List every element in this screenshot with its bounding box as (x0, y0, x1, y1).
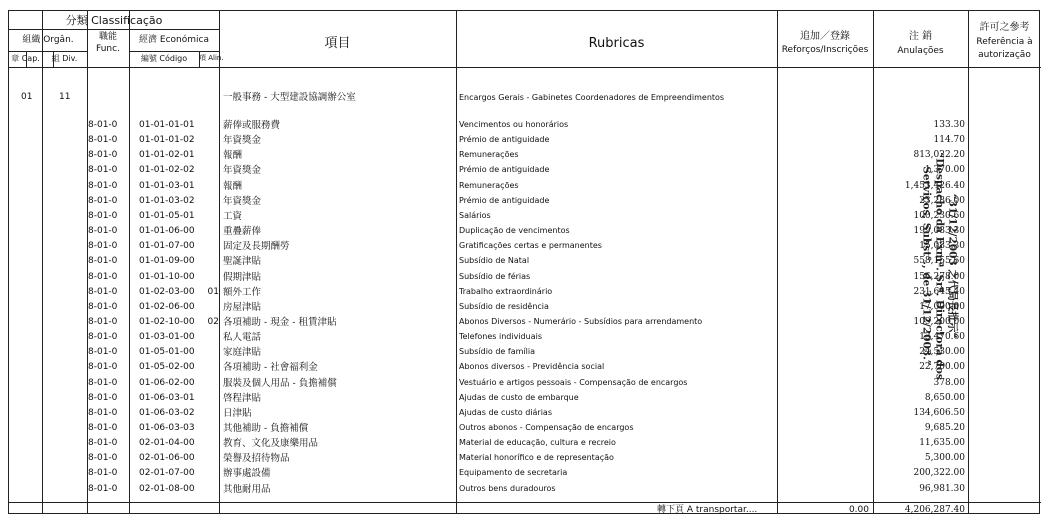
item-cell: 其他耐用品 (223, 483, 271, 495)
item-cell: 房屋津貼 (223, 301, 262, 313)
group-rubrica: Encargos Gerais - Gabinetes Coordenadores de Empreendimentos (459, 93, 725, 102)
code-cell: 01-01-03-02 (139, 195, 195, 206)
codigo-header: 編號 Código (140, 54, 188, 63)
anulacao-cell: 11,635.00 (919, 438, 965, 449)
rubrica-cell: Subsídio de residência (459, 301, 549, 311)
rubrica-cell: Duplicação de vencimentos (459, 226, 570, 236)
anulacao-cell: 378.00 (933, 377, 965, 388)
func-cell: 8-01-0 (88, 332, 118, 343)
item-cell: 各項補助 - 社會福利金 (223, 362, 318, 374)
func-cell: 8-01-0 (88, 241, 118, 252)
func-cell: 8-01-0 (88, 407, 118, 418)
anulacao-cell: 199,083.30 (913, 226, 965, 237)
anulacao-cell: 24,530.00 (919, 347, 965, 358)
anulacao-cell: 9,685.20 (924, 423, 965, 433)
item-cell: 年資獎金 (223, 195, 262, 207)
item-cell: 年資獎金 (223, 135, 262, 147)
rubrica-cell: Remunerações (459, 180, 519, 190)
func-cell: 8-01-0 (88, 210, 118, 221)
func-cell: 8-01-0 (88, 423, 118, 433)
code-cell: 02-01-04-00 (139, 438, 195, 449)
item-cell: 各項補助 - 現金 - 租賃津貼 (223, 316, 337, 328)
item-cell: 辦事處設備 (223, 468, 271, 480)
reforcos-header-zh: 追加／登錄 (800, 31, 850, 42)
item-cell: 固定及長期酬勞 (223, 241, 290, 253)
code-cell: 01-01-05-01 (139, 210, 195, 221)
code-cell: 01-06-03-01 (139, 392, 195, 403)
anulacao-cell: 1,370.00 (924, 165, 965, 176)
item-cell: 報酬 (223, 150, 243, 162)
func-cell: 8-01-0 (88, 165, 118, 176)
ref-header-pt1: Referência à (976, 37, 1033, 47)
rubrica-cell: Telefones individuais (459, 332, 542, 342)
table-row (9, 360, 1041, 375)
footer-rule (9, 502, 1041, 503)
func-cell: 8-01-0 (88, 301, 118, 312)
ref-header-zh: 許可之參考 (979, 22, 1030, 33)
rubrica-cell: Ajudas de custo de embarque (459, 392, 579, 402)
table-row (9, 436, 1041, 451)
stamp-line-1: “31/12/2003 之代局長批示” (946, 193, 959, 339)
economic-header: 經濟 Económica (139, 35, 209, 45)
item-cell: 聖誕津貼 (223, 256, 262, 268)
footer-reforcos: 0.00 (848, 505, 869, 515)
func-cell: 8-01-0 (88, 392, 118, 403)
rubrica-cell: Ajudas de custo diárias (459, 407, 552, 417)
rubrica-cell: Subsídio de Natal (459, 256, 530, 266)
stamp-line-3: Serviços, Subst°., de 31/12/2003.” (920, 166, 933, 366)
func-header-zh: 職能 (98, 32, 117, 42)
table-row (9, 451, 1041, 466)
footer-anul: 4,206,287.40 (904, 505, 965, 515)
item-cell: 工資 (223, 210, 243, 222)
code-cell: 01-02-03-00 (139, 286, 195, 297)
anulacao-cell: 1,453,426.40 (904, 180, 965, 191)
group-div: 11 (59, 92, 71, 102)
anulacao-cell: 114.70 (933, 135, 965, 146)
anulacao-cell: 133.30 (933, 120, 965, 130)
item-cell: 假期津貼 (223, 271, 262, 283)
rubrica-cell: Outros bens duradouros (459, 483, 556, 493)
stamp-line-2: “Despacho da Exmª. Srª. Directora dos (933, 152, 946, 380)
code-cell: 01-01-09-00 (139, 256, 195, 267)
rubrica-cell: Prémio de antiguidade (459, 195, 550, 205)
alinea-cell: 01 (207, 286, 219, 297)
table-row (9, 406, 1041, 421)
func-cell: 8-01-0 (88, 316, 118, 327)
code-cell: 01-01-06-00 (139, 226, 195, 237)
rubrica-cell: Vencimentos ou honorários (459, 120, 569, 129)
table-row (9, 285, 1041, 300)
table-row (9, 163, 1041, 178)
table-row (9, 315, 1041, 330)
code-cell: 02-01-08-00 (139, 483, 195, 494)
code-cell: 01-01-10-00 (139, 271, 195, 282)
table-row (9, 224, 1041, 239)
table-row (9, 330, 1041, 345)
code-cell: 01-03-01-00 (139, 332, 195, 343)
func-cell: 8-01-0 (88, 150, 118, 161)
div-header: 組 Div. (51, 54, 78, 63)
item-cell: 年資獎金 (223, 165, 262, 177)
item-cell: 服裝及個人用品 - 負擔補償 (223, 377, 337, 389)
table-row (9, 482, 1041, 497)
alin-header: 項 Alin. (199, 54, 224, 62)
anulacao-cell: 23,286.00 (919, 195, 965, 206)
ref-header-pt2: autorização (978, 50, 1031, 60)
table-row (9, 391, 1041, 406)
anulacao-cell: 15,083.30 (919, 241, 965, 252)
code-cell: 02-01-07-00 (139, 468, 195, 479)
func-cell: 8-01-0 (88, 195, 118, 206)
item-cell: 薪俸或服務費 (223, 120, 281, 131)
code-cell: 01-02-06-00 (139, 301, 195, 312)
item-header: 項目 (324, 36, 351, 51)
anulacao-cell: 231,645.40 (913, 286, 965, 297)
code-cell: 01-06-03-03 (139, 423, 195, 433)
header-rule (9, 29, 219, 30)
anulacao-cell: 5,300.00 (924, 453, 965, 464)
item-cell: 啓程津貼 (223, 392, 262, 404)
budget-sheet (8, 10, 1040, 514)
reforcos-header-pt: Reforços/Inscrições (781, 45, 869, 55)
rubrica-cell: Gratificações certas e permanentes (459, 241, 602, 251)
anulacao-cell: 109,200.00 (913, 316, 965, 327)
rubrica-cell: Subsídio de família (459, 347, 535, 357)
anulacao-cell: 558,155.60 (913, 256, 965, 267)
rubrica-cell: Salários (459, 210, 491, 220)
rubrica-cell: Equipamento de secretaria (459, 468, 568, 478)
anulacao-cell: 13,470.60 (919, 332, 965, 343)
header-rule (129, 51, 219, 52)
code-cell: 01-01-01-01 (139, 120, 195, 130)
rubricas-header: Rubricas (588, 36, 645, 51)
rubrica-cell: Outros abonos - Compensação de encargos (459, 423, 634, 432)
code-cell: 01-01-07-00 (139, 241, 195, 252)
rubrica-cell: Trabalho extraordinário (459, 286, 553, 296)
table-row (9, 254, 1041, 269)
anulacao-cell: 200,322.00 (913, 468, 965, 479)
func-cell: 8-01-0 (88, 438, 118, 449)
code-cell: 01-05-01-00 (139, 347, 195, 358)
func-cell: 8-01-0 (88, 226, 118, 237)
header-rule (9, 67, 1041, 68)
rubrica-cell: Vestuário e artigos pessoais - Compensação de encargos (459, 377, 688, 387)
item-cell: 家庭津貼 (223, 347, 262, 359)
code-cell: 01-01-02-01 (139, 150, 195, 161)
rubrica-cell: Prémio de antiguidade (459, 135, 550, 145)
table-row (9, 345, 1041, 360)
anulacao-cell: 17,000.00 (919, 301, 965, 312)
anulacao-cell: 8,650.00 (924, 392, 965, 403)
func-cell: 8-01-0 (88, 180, 118, 191)
func-cell: 8-01-0 (88, 453, 118, 464)
table-row (9, 209, 1041, 224)
rubrica-cell: Remunerações (459, 150, 519, 160)
rubrica-cell: Prémio de antiguidade (459, 165, 550, 175)
authorization-stamp (919, 146, 958, 386)
table-row (9, 421, 1041, 436)
table-row (9, 466, 1041, 481)
organ-header: 組織 Orgân. (22, 35, 74, 45)
table-row (9, 270, 1041, 285)
func-cell: 8-01-0 (88, 120, 118, 130)
table-row (9, 133, 1041, 148)
anulacao-cell: 813,022.20 (913, 150, 965, 161)
func-cell: 8-01-0 (88, 135, 118, 146)
rubrica-cell: Material de educação, cultura e recreio (459, 438, 616, 448)
table-row (9, 239, 1041, 254)
code-cell: 01-05-02-00 (139, 362, 195, 373)
alinea-cell: 02 (207, 316, 219, 327)
func-cell: 8-01-0 (88, 286, 118, 297)
item-cell: 私人電話 (223, 332, 262, 344)
classification-header: 分類 Classificação (65, 14, 163, 27)
anul-header-zh: 注 銷 (908, 31, 933, 42)
item-cell: 教育、文化及康樂用品 (223, 438, 319, 450)
item-cell: 額外工作 (223, 286, 262, 298)
rubrica-cell: Abonos diversos - Previdência social (459, 362, 605, 372)
func-cell: 8-01-0 (88, 468, 118, 479)
anulacao-cell: 96,981.30 (919, 483, 965, 494)
item-cell: 其他補助 - 負擔補償 (223, 423, 309, 434)
code-cell: 01-02-10-00 (139, 316, 195, 327)
header-rule (9, 51, 87, 52)
func-cell: 8-01-0 (88, 377, 118, 388)
table-row (9, 376, 1041, 391)
rubrica-cell: Material honorífico e de representação (459, 453, 614, 463)
func-cell: 8-01-0 (88, 362, 118, 373)
anulacao-cell: 134,606.50 (913, 407, 965, 418)
table-row (9, 148, 1041, 163)
transport-label: 轉下頁 A transportar.... (657, 505, 758, 515)
func-header-pt: Func. (96, 44, 120, 54)
item-cell: 報酬 (223, 180, 243, 192)
table-row (9, 300, 1041, 315)
item-cell: 重疊薪俸 (223, 226, 262, 238)
anul-header-pt: Anulações (897, 46, 944, 56)
func-cell: 8-01-0 (88, 347, 118, 358)
code-cell: 01-06-02-00 (139, 377, 195, 388)
item-cell: 榮譽及招待物品 (223, 453, 290, 465)
table-row (9, 179, 1041, 194)
cap-header: 章 Cap. (11, 54, 40, 63)
code-cell: 01-01-01-02 (139, 135, 195, 146)
table-row (9, 118, 1041, 133)
anulacao-cell: 156,278.00 (913, 271, 965, 282)
anulacao-cell: 100,230.60 (913, 210, 965, 221)
code-cell: 02-01-06-00 (139, 453, 195, 464)
group-item: 一般事務 - 大型建設協調辦公室 (223, 92, 356, 103)
rubrica-cell: Subsídio de férias (459, 271, 531, 281)
func-cell: 8-01-0 (88, 256, 118, 267)
func-cell: 8-01-0 (88, 271, 118, 282)
group-cap: 01 (21, 92, 33, 102)
func-cell: 8-01-0 (88, 483, 118, 494)
table-row (9, 194, 1041, 209)
rubrica-cell: Abonos Diversos - Numerário - Subsídios para arrendamento (459, 316, 703, 326)
code-cell: 01-01-02-02 (139, 165, 195, 176)
item-cell: 日津貼 (223, 407, 252, 419)
anulacao-cell: 22,700.00 (919, 362, 965, 373)
code-cell: 01-01-03-01 (139, 180, 195, 191)
code-cell: 01-06-03-02 (139, 407, 195, 418)
